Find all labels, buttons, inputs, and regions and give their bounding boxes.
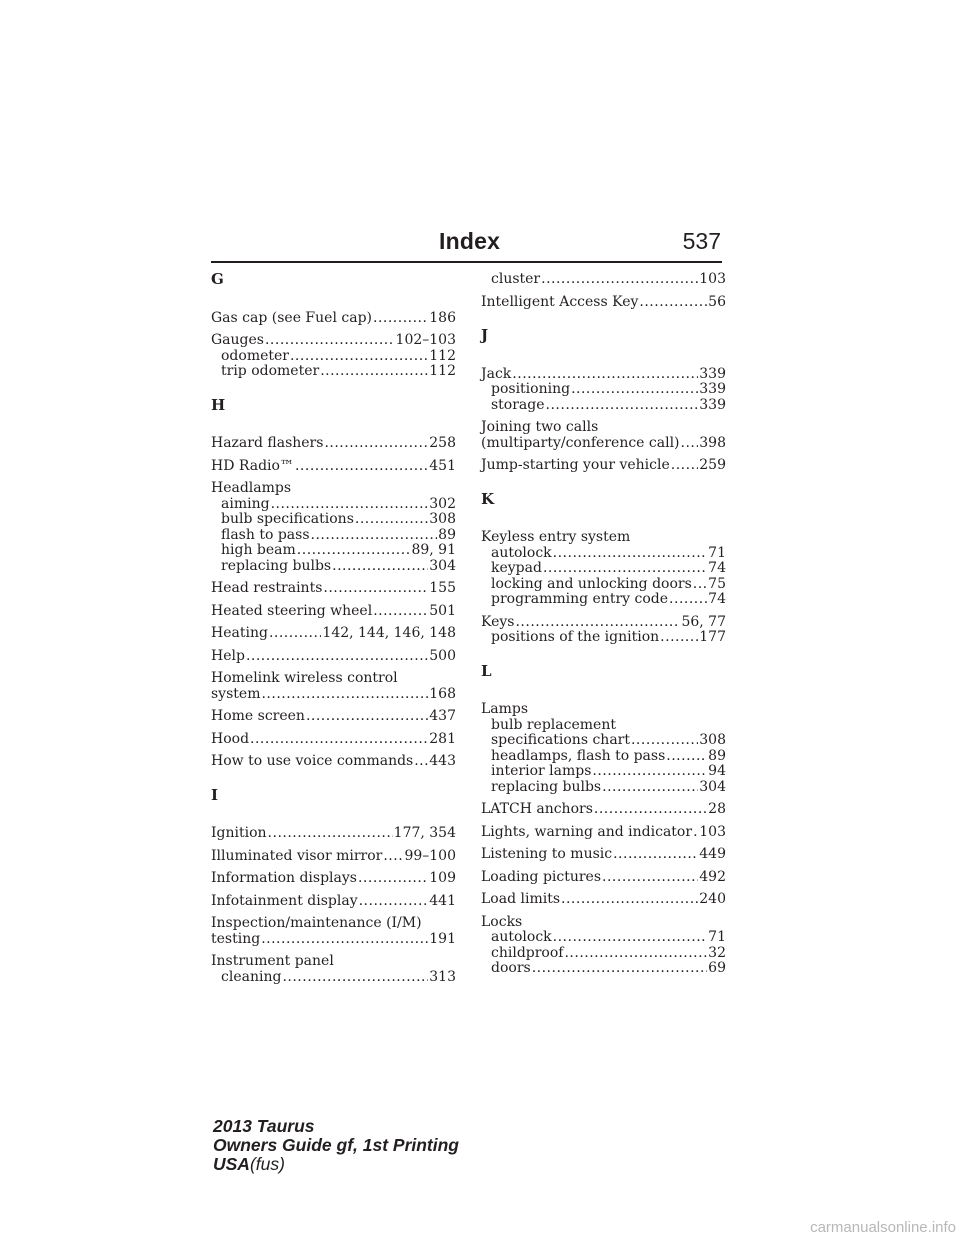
dot-leader (358, 871, 428, 887)
index-section-letter: I (211, 785, 219, 804)
index-term: Home screen (211, 708, 305, 724)
index-page-ref: 71 (708, 544, 726, 561)
dot-leader (355, 512, 428, 528)
index-entry (211, 349, 456, 365)
dot-leader (553, 546, 708, 562)
dot-leader (271, 497, 429, 513)
index-term: Infotainment display (211, 892, 358, 909)
index-page-ref: 441 (429, 892, 456, 909)
dot-leader (268, 826, 393, 842)
index-term: high beam (221, 542, 296, 558)
dot-leader (512, 367, 698, 383)
dot-leader (324, 436, 428, 452)
dot-leader (265, 333, 395, 349)
dot-leader (320, 364, 428, 380)
index-term: Head restraints (211, 580, 323, 596)
index-page-ref: 89 (708, 747, 726, 764)
index-term: programming entry code (491, 591, 669, 607)
dot-leader (546, 398, 699, 414)
dot-leader (543, 561, 707, 577)
index-entry (481, 630, 726, 646)
index-term: Intelligent Access Key (481, 293, 639, 310)
index-term: flash to pass (221, 526, 310, 543)
index-term: Heating (211, 625, 268, 641)
index-page-ref: 69 (708, 960, 726, 976)
index-entry (211, 826, 456, 842)
index-heading: Headlamps (211, 480, 292, 496)
index-page-ref: 304 (699, 778, 726, 795)
index-term: (multiparty/conference call) (481, 434, 680, 451)
index-page-ref: 304 (429, 557, 456, 574)
index-term: Listening to music (481, 846, 613, 862)
index-term: keypad (491, 560, 542, 576)
index-term: cluster (491, 271, 541, 287)
index-heading: bulb replacement (491, 716, 616, 733)
index-term: replacing bulbs (491, 778, 602, 795)
index-section-letter: H (211, 395, 226, 414)
index-term: positioning (491, 381, 571, 397)
index-entry (211, 732, 456, 748)
index-term: childproof (491, 944, 564, 961)
index-entry (481, 802, 726, 818)
index-term: headlamps, flash to pass (491, 747, 666, 764)
index-entry (481, 382, 726, 398)
index-term: aiming (221, 495, 270, 512)
index-page-ref: 451 (429, 457, 456, 474)
footer-region-code: (fus) (249, 1154, 285, 1174)
index-term: cleaning (221, 968, 282, 985)
index-page-ref: 71 (708, 929, 726, 945)
index-column-right (481, 272, 726, 977)
index-entry (211, 604, 456, 620)
dot-leader (515, 615, 680, 631)
index-page-ref: 500 (429, 647, 456, 664)
index-term: specifications chart (491, 732, 630, 748)
index-entry (211, 649, 456, 665)
index-entry (211, 626, 456, 642)
dot-leader (282, 970, 428, 986)
index-entry (481, 847, 726, 863)
index-section-letter: L (481, 661, 492, 680)
index-entry (481, 870, 726, 886)
index-page-ref: 339 (699, 365, 726, 382)
index-term: Jack (481, 365, 512, 382)
index-heading: Instrument panel (211, 953, 334, 969)
index-term: trip odometer (221, 363, 320, 379)
index-term: Keys (481, 613, 515, 630)
dot-leader (639, 295, 707, 311)
index-page-ref: 339 (699, 396, 726, 413)
dot-leader (602, 870, 698, 886)
dot-leader (297, 543, 411, 559)
index-heading: Joining two calls (481, 419, 599, 435)
index-page-ref: 75 (708, 575, 726, 592)
footer-region: USA (213, 1154, 250, 1174)
page-header (211, 228, 721, 262)
watermark: carmanualsonline.info (810, 1219, 956, 1236)
index-page-ref: 103 (699, 823, 726, 840)
dot-leader (261, 932, 428, 948)
dot-leader (332, 559, 428, 575)
index-entry (481, 398, 726, 414)
index-entry (481, 367, 726, 383)
index-entry (211, 559, 456, 575)
index-page-ref: 313 (429, 968, 456, 985)
index-page-ref: 186 (429, 309, 456, 326)
index-page-ref: 308 (429, 511, 456, 527)
index-page-ref: 177 (699, 629, 726, 645)
index-term: Ignition (211, 825, 267, 841)
index-page-ref: 56 (708, 293, 726, 310)
dot-leader (571, 382, 698, 398)
index-entry (211, 894, 456, 910)
dot-leader (594, 802, 707, 818)
index-page-ref: 56, 77 (681, 613, 726, 630)
index-entry (211, 512, 456, 528)
dot-leader (553, 930, 708, 946)
index-entry (481, 780, 726, 796)
index-term: replacing bulbs (221, 557, 332, 574)
index-entry (481, 764, 726, 780)
index-term: Heated steering wheel (211, 602, 373, 619)
index-entry (481, 749, 726, 765)
index-entry (481, 295, 726, 311)
dot-leader (564, 946, 707, 962)
dot-leader (660, 630, 698, 646)
index-page-ref: 258 (429, 435, 456, 451)
footer-line-printing: Owners Guide gf, 1st Printing (213, 1135, 459, 1155)
index-page-ref: 437 (429, 708, 456, 724)
index-heading: Keyless entry system (481, 529, 631, 545)
index-entry (481, 892, 726, 908)
index-entry (211, 543, 456, 559)
index-term: doors (491, 960, 531, 976)
index-section-letter: J (481, 326, 489, 344)
dot-leader (359, 894, 429, 910)
index-page-ref: 103 (699, 271, 726, 287)
index-entry (481, 930, 726, 946)
index-entry (211, 311, 456, 327)
dot-leader (311, 528, 438, 544)
index-term: positions of the ignition (491, 629, 660, 645)
index-term: Gauges (211, 332, 264, 348)
index-section-letter: G (211, 270, 224, 288)
index-page-ref: 398 (699, 434, 726, 451)
index-page-ref: 308 (699, 732, 726, 748)
index-page-ref: 281 (429, 730, 456, 747)
index-entry (211, 970, 456, 986)
dot-leader (671, 458, 698, 474)
dot-leader (295, 459, 428, 475)
index-page-ref: 501 (429, 602, 456, 619)
dot-leader (269, 626, 321, 642)
dot-leader (306, 709, 428, 725)
index-page-ref: 32 (708, 944, 726, 961)
page-title: Index (439, 228, 501, 254)
index-page-ref: 109 (429, 870, 456, 886)
index-entry (481, 961, 726, 977)
index-entry (481, 272, 726, 288)
index-page-ref: 74 (708, 560, 726, 576)
index-term: Hood (211, 730, 250, 747)
index-entry (481, 561, 726, 577)
dot-leader (290, 349, 428, 365)
index-term: testing (211, 930, 261, 947)
index-column-left (211, 272, 456, 985)
dot-leader (631, 733, 698, 749)
index-page-ref: 449 (699, 846, 726, 862)
index-page-ref: 443 (429, 753, 456, 769)
index-term: Load limits (481, 891, 561, 907)
index-term: system (211, 685, 261, 702)
index-term: Illuminated visor mirror (211, 847, 383, 864)
index-page-ref: 28 (708, 801, 726, 817)
index-page-ref: 99–100 (404, 847, 456, 864)
dot-leader (561, 892, 698, 908)
dot-leader (414, 754, 428, 770)
index-page-ref: 89 (438, 526, 456, 543)
dot-leader (541, 272, 698, 288)
footer-line-region (213, 1155, 459, 1174)
index-heading: Lamps (481, 701, 529, 717)
index-entry (481, 946, 726, 962)
dot-leader (250, 732, 428, 748)
index-page-ref: 74 (708, 591, 726, 607)
index-entry (211, 687, 456, 703)
index-term: LATCH anchors (481, 801, 593, 817)
dot-leader (373, 604, 428, 620)
dot-leader (602, 780, 698, 796)
dot-leader (246, 649, 428, 665)
index-entry (211, 709, 456, 725)
index-entry (211, 932, 456, 948)
index-heading: Inspection/maintenance (I/M) (211, 915, 422, 931)
dot-leader (532, 961, 707, 977)
index-page-ref: 240 (699, 891, 726, 907)
index-entry (211, 364, 456, 380)
index-entry (481, 615, 726, 631)
index-page-ref: 339 (699, 381, 726, 397)
index-term: autolock (491, 929, 552, 945)
index-page-ref: 112 (429, 363, 456, 379)
dot-leader (323, 581, 428, 597)
index-entry (211, 497, 456, 513)
footer-line-model: 2013 Taurus (213, 1116, 315, 1136)
index-entry (211, 754, 456, 770)
index-term: storage (491, 396, 545, 413)
index-term: Lights, warning and indicator (481, 823, 693, 840)
dot-leader (613, 847, 698, 863)
dot-leader (261, 687, 428, 703)
index-entry (481, 577, 726, 593)
index-term: Help (211, 647, 245, 664)
index-page-ref: 142, 144, 146, 148 (322, 625, 456, 641)
dot-leader (693, 825, 698, 841)
index-entry (481, 436, 726, 452)
index-entry (481, 592, 726, 608)
dot-leader (373, 311, 428, 327)
index-heading: Homelink wireless control (211, 670, 398, 686)
index-entry (211, 333, 456, 349)
index-term: Hazard flashers (211, 435, 324, 451)
index-page-ref: 168 (429, 685, 456, 702)
index-page-ref: 112 (429, 347, 456, 364)
index-term: locking and unlocking doors (491, 575, 692, 592)
index-page-ref: 94 (708, 763, 726, 779)
index-page-ref: 177, 354 (393, 825, 456, 841)
index-page-ref: 302 (429, 495, 456, 512)
index-term: autolock (491, 544, 552, 561)
index-entry (211, 459, 456, 475)
dot-leader (681, 436, 699, 452)
index-entry (211, 436, 456, 452)
index-term: HD Radio™ (211, 457, 294, 474)
index-entry (481, 458, 726, 474)
index-page-ref: 102–103 (395, 332, 456, 348)
index-page-ref: 155 (429, 580, 456, 596)
index-entry (481, 825, 726, 841)
header-rule (211, 261, 722, 263)
index-term: interior lamps (491, 763, 592, 779)
dot-leader (383, 849, 403, 865)
index-page-ref: 89, 91 (411, 542, 456, 558)
index-term: odometer (221, 347, 289, 364)
index-term: Jump-starting your vehicle (481, 457, 670, 473)
dot-leader (666, 749, 707, 765)
index-page-ref: 492 (699, 868, 726, 885)
index-page-ref: 191 (429, 930, 456, 947)
dot-leader (669, 592, 707, 608)
index-term: How to use voice commands (211, 753, 414, 769)
footer-imprint (213, 1117, 459, 1174)
index-entry (481, 733, 726, 749)
index-term: bulb specifications (221, 511, 354, 527)
index-entry (211, 871, 456, 887)
index-term: Gas cap (see Fuel cap) (211, 309, 372, 326)
index-heading: Locks (481, 913, 523, 930)
dot-leader (592, 764, 707, 780)
index-entry (211, 581, 456, 597)
dot-leader (693, 577, 707, 593)
index-entry (481, 546, 726, 562)
index-term: Loading pictures (481, 868, 602, 885)
index-entry (211, 528, 456, 544)
index-entry (211, 849, 456, 865)
index-section-letter: K (481, 489, 495, 508)
index-page-ref: 259 (699, 457, 726, 473)
page-number: 537 (682, 228, 721, 254)
index-term: Information displays (211, 870, 357, 886)
